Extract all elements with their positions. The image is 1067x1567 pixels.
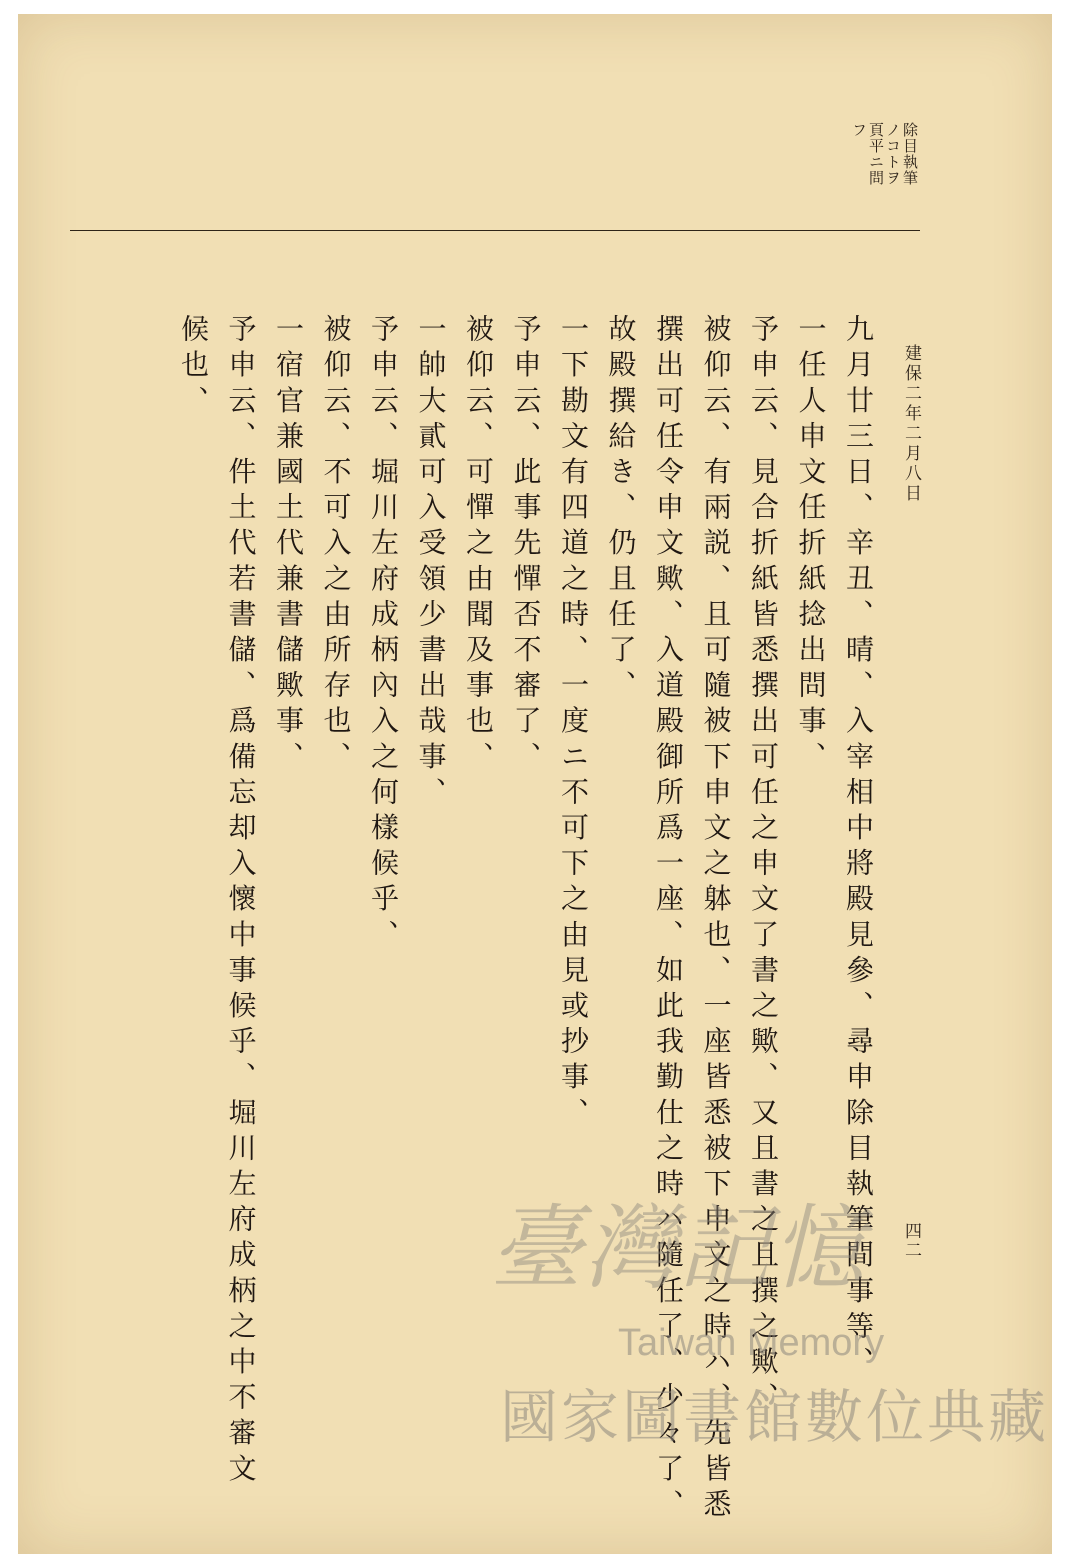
text-column: 予申云、件土代若書儲、爲備忘却入懷中事候乎、堀川左府成柄之中不審文 [224,314,258,1489]
text-column: 故殿撰給き、仍且任了、 [604,314,638,706]
text-column: 予申云、此事先憚否不審了、 [509,314,543,777]
document-page [18,14,1052,1554]
text-column: 被仰云、有兩説、且可隨被下申文之躰也、一座皆悉被下申文之時ハ、先皆悉 [699,314,733,1525]
text-column: 被仰云、不可入之由所存也、 [319,314,353,777]
text-column: 一任人申文任折紙捻出問事、 [794,314,828,777]
page-number: 四二 [901,1222,921,1260]
header-rule [70,230,920,231]
headnote-line: 除目執筆 [901,122,919,186]
margin-headnote [850,122,918,232]
watermark-logo: 臺灣記憶 [490,1195,867,1302]
watermark-chinese: 國家圖書館數位典藏 [500,1385,1050,1450]
headnote-line: 頁平ニ問 [867,122,885,186]
text-column: 撰出可任令申文歟、入道殿御所爲一座、如此我勤仕之時ハ隨任了、少々了、 [652,314,685,1525]
text-column: 被仰云、可憚之由聞及事也、 [462,314,495,777]
watermark-english: Taiwan Memory [618,1322,885,1364]
headnote-line: ノコトヲ [884,122,902,186]
text-column: 九月廿三日、辛丑、晴、入宰相中將殿見參、尋申除目執筆間事等、 [842,314,875,1382]
text-column: 一宿官兼國土代兼書儲歟事、 [272,314,305,777]
body-text [170,314,883,1525]
text-column: 一下勘文有四道之時、一度ニ不可下之由見或抄事、 [557,314,590,1133]
text-column: 一帥大貳可入受領少書出哉事、 [414,314,448,813]
text-column: 予申云、見合折紙皆悉撰出可任之申文了書之歟、又且書之且撰之歟、 [747,314,780,1418]
text-column: 候也、 [177,314,210,421]
text-column: 予申云、堀川左府成柄內入之何樣候乎、 [367,314,400,955]
date-header: 建保二年二月八日 [901,344,921,504]
headnote-line: フ [850,122,868,138]
